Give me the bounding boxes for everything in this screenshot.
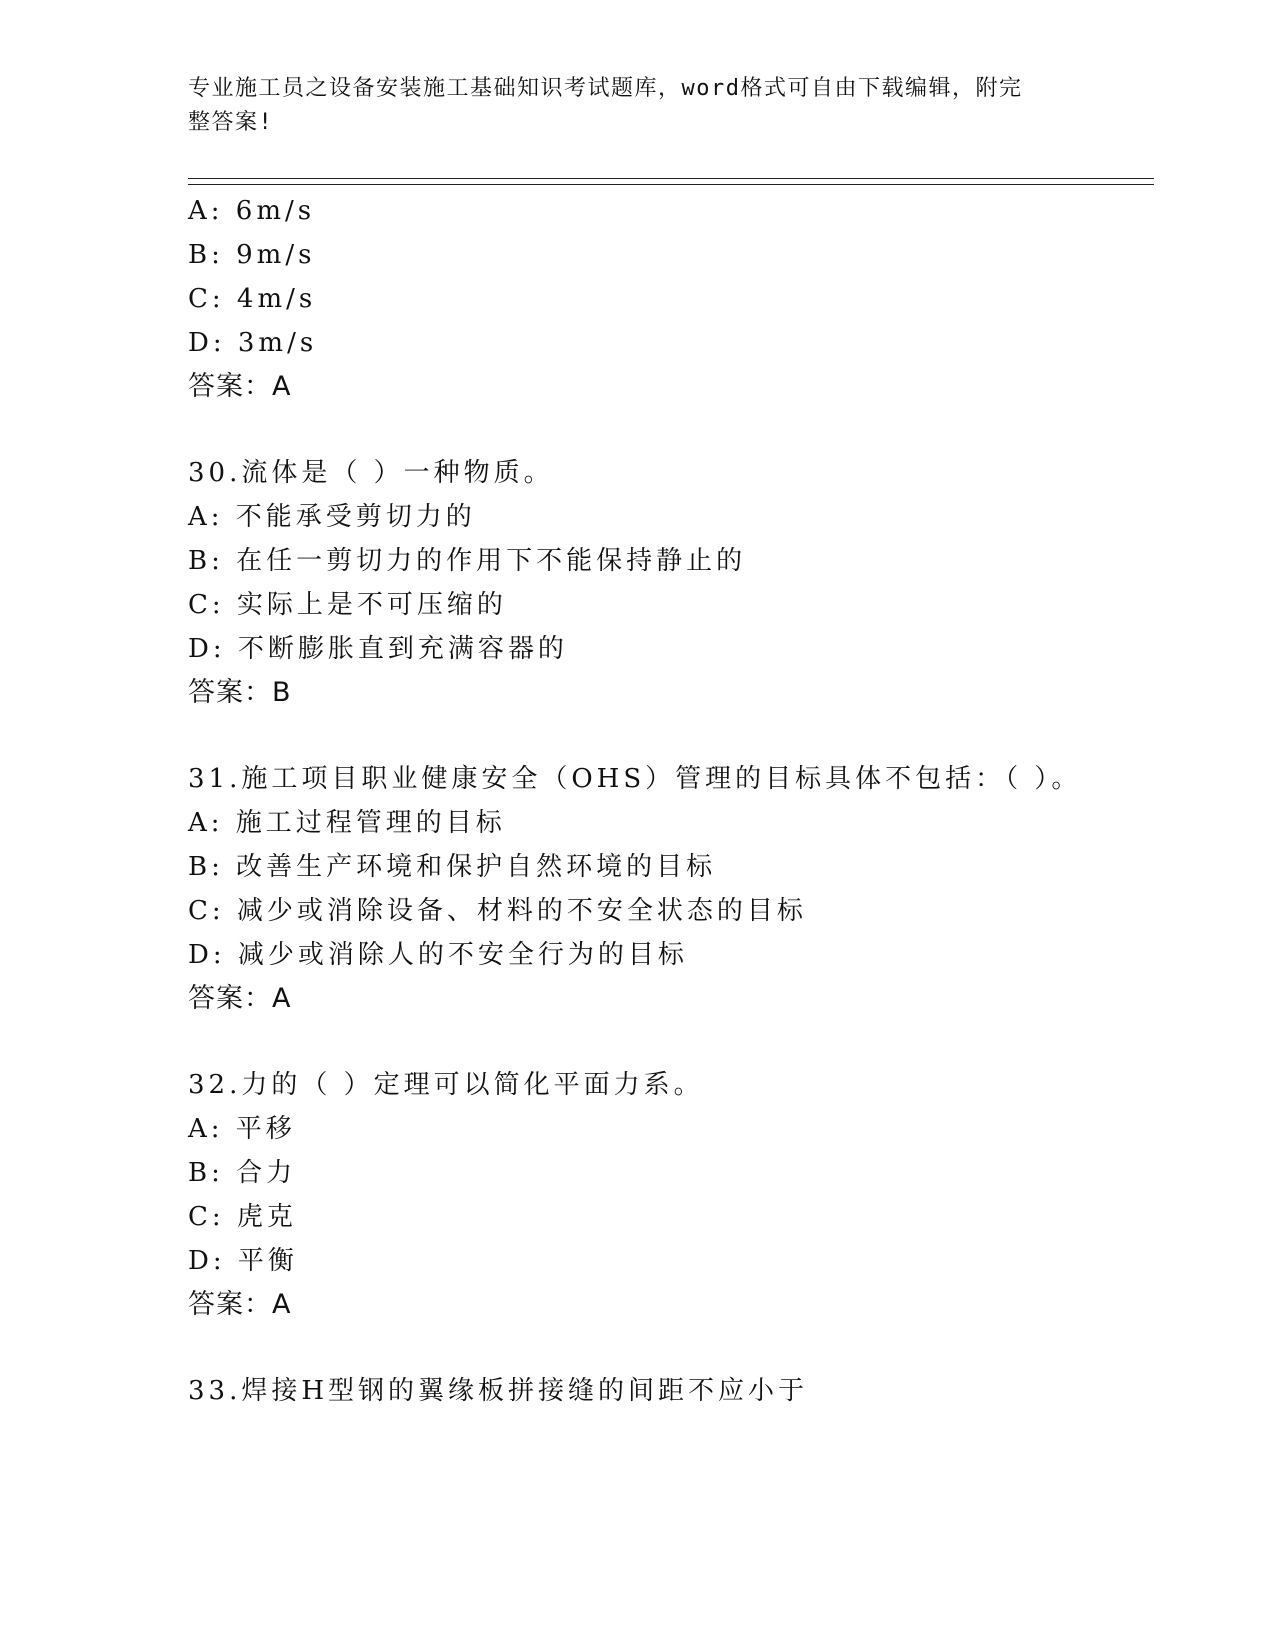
q31-option-a: A: 施工过程管理的目标 bbox=[188, 808, 506, 838]
q31-option-c: C: 减少或消除设备、材料的不安全状态的目标 bbox=[188, 896, 807, 926]
q32-stem: 32.力的（ ）定理可以简化平面力系。 bbox=[188, 1070, 704, 1100]
q30-option-d: D: 不断膨胀直到充满容器的 bbox=[188, 634, 568, 664]
q31-stem: 31.施工项目职业健康安全（OHS）管理的目标具体不包括：（ ）。 bbox=[188, 764, 1082, 794]
header-rule-bottom bbox=[188, 184, 1154, 185]
q32-option-d: D: 平衡 bbox=[188, 1246, 298, 1276]
q31-answer: 答案：A bbox=[188, 983, 292, 1014]
q30-stem: 30.流体是（ ）一种物质。 bbox=[188, 458, 554, 488]
q30-option-b: B: 在任一剪切力的作用下不能保持静止的 bbox=[188, 546, 747, 576]
q29-option-b: B: 9m/s bbox=[188, 240, 316, 270]
q29-answer: 答案：A bbox=[188, 371, 292, 402]
header-line-2: 整答案! bbox=[188, 110, 274, 135]
document-header bbox=[188, 72, 1068, 140]
q29-option-a: A: 6m/s bbox=[188, 196, 316, 226]
header-line-1: 专业施工员之设备安装施工基础知识考试题库，word格式可自由下载编辑，附完 bbox=[188, 76, 1023, 101]
q29-option-c: C: 4m/s bbox=[188, 284, 317, 314]
q31-option-b: B: 改善生产环境和保护自然环境的目标 bbox=[188, 852, 717, 882]
q33-stem: 33.焊接H型钢的翼缘板拼接缝的间距不应小于 bbox=[188, 1376, 809, 1406]
header-rule-top bbox=[188, 178, 1154, 179]
q30-option-c: C: 实际上是不可压缩的 bbox=[188, 590, 507, 620]
q30-answer: 答案：B bbox=[188, 677, 292, 708]
q32-option-c: C: 虎克 bbox=[188, 1202, 297, 1232]
q32-option-a: A: 平移 bbox=[188, 1114, 296, 1144]
q32-option-b: B: 合力 bbox=[188, 1158, 297, 1188]
q31-option-d: D: 减少或消除人的不安全行为的目标 bbox=[188, 940, 688, 970]
q32-answer: 答案：A bbox=[188, 1289, 292, 1320]
q30-option-a: A: 不能承受剪切力的 bbox=[188, 502, 476, 532]
q29-option-d: D: 3m/s bbox=[188, 328, 318, 358]
